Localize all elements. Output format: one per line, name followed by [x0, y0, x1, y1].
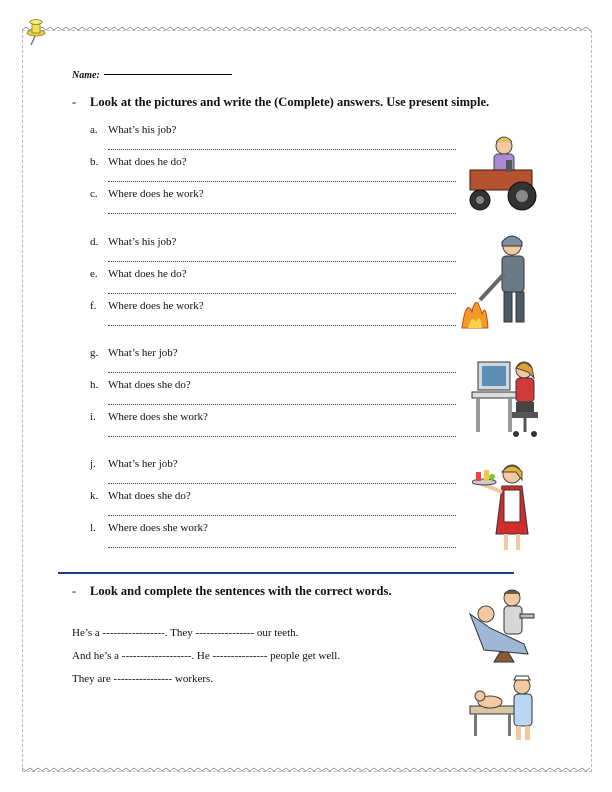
farmer-on-tractor-picture: [464, 130, 542, 218]
name-underline: [104, 74, 232, 75]
name-label: Name:: [72, 70, 100, 81]
section-divider: [58, 572, 514, 574]
sentence-1: He’s a -----------------. They ---------------- our teeth.: [72, 627, 299, 639]
question-text: What does she do?: [108, 379, 191, 391]
section1-instruction: [72, 95, 489, 110]
question-i: [90, 411, 208, 423]
question-text: Where does she work?: [108, 411, 208, 423]
question-k: [90, 490, 191, 502]
question-a: [90, 124, 176, 136]
bottom-zigzag-border: [22, 764, 590, 772]
answer-line[interactable]: [108, 261, 456, 262]
section2-bullet: -: [72, 584, 77, 598]
question-g: [90, 347, 178, 359]
question-label: e.: [90, 268, 98, 280]
question-text: What’s his job?: [108, 236, 177, 248]
question-label: h.: [90, 379, 99, 391]
question-d: [90, 236, 176, 248]
section1-bullet: -: [72, 95, 77, 109]
sentence-3: They are ---------------- workers.: [72, 673, 214, 685]
waitress-picture: [472, 460, 542, 556]
pushpin-icon: [24, 18, 48, 46]
question-label: b.: [90, 156, 99, 168]
question-text: What’s her job?: [108, 458, 178, 470]
section2-instruction: [72, 584, 391, 599]
question-e: [90, 268, 187, 280]
firefighter-picture: [460, 228, 544, 332]
name-field[interactable]: [72, 70, 232, 81]
dentist-picture: [464, 584, 544, 670]
question-label: l.: [90, 522, 96, 534]
question-l: [90, 522, 208, 534]
answer-line[interactable]: [108, 149, 456, 150]
question-text: Where does he work?: [108, 300, 204, 312]
question-text: Where does he work?: [108, 188, 204, 200]
question-text: What does she do?: [108, 490, 191, 502]
sentence-2: And he’s a -------------------. He --------------- people get well.: [72, 650, 341, 662]
answer-line[interactable]: [108, 213, 456, 214]
section2-instruction-text: Look and complete the sentences with the correct words.: [90, 584, 392, 598]
top-zigzag-border: [22, 26, 590, 34]
question-h: [90, 379, 191, 391]
question-label: k.: [90, 490, 99, 502]
question-label: a.: [90, 124, 98, 136]
office-worker-picture: [468, 356, 544, 440]
question-j: [90, 458, 178, 470]
answer-line[interactable]: [108, 372, 456, 373]
question-f: [90, 300, 204, 312]
answer-line[interactable]: [108, 436, 456, 437]
question-label: j.: [90, 458, 96, 470]
section1-instruction-text: Look at the pictures and write the (Complete) answers. Use present simple.: [90, 95, 490, 109]
nurse-picture: [466, 672, 546, 742]
answer-line[interactable]: [108, 325, 456, 326]
question-text: Where does she work?: [108, 522, 208, 534]
question-label: i.: [90, 411, 96, 423]
question-label: d.: [90, 236, 99, 248]
answer-line[interactable]: [108, 515, 456, 516]
answer-line[interactable]: [108, 293, 456, 294]
answer-line[interactable]: [108, 404, 456, 405]
question-label: g.: [90, 347, 99, 359]
question-text: What’s his job?: [108, 124, 177, 136]
answer-line[interactable]: [108, 483, 456, 484]
question-c: [90, 188, 204, 200]
answer-line[interactable]: [108, 547, 456, 548]
question-text: What does he do?: [108, 156, 187, 168]
answer-line[interactable]: [108, 181, 456, 182]
question-text: What’s her job?: [108, 347, 178, 359]
question-text: What does he do?: [108, 268, 187, 280]
question-label: f.: [90, 300, 97, 312]
question-b: [90, 156, 187, 168]
question-label: c.: [90, 188, 98, 200]
